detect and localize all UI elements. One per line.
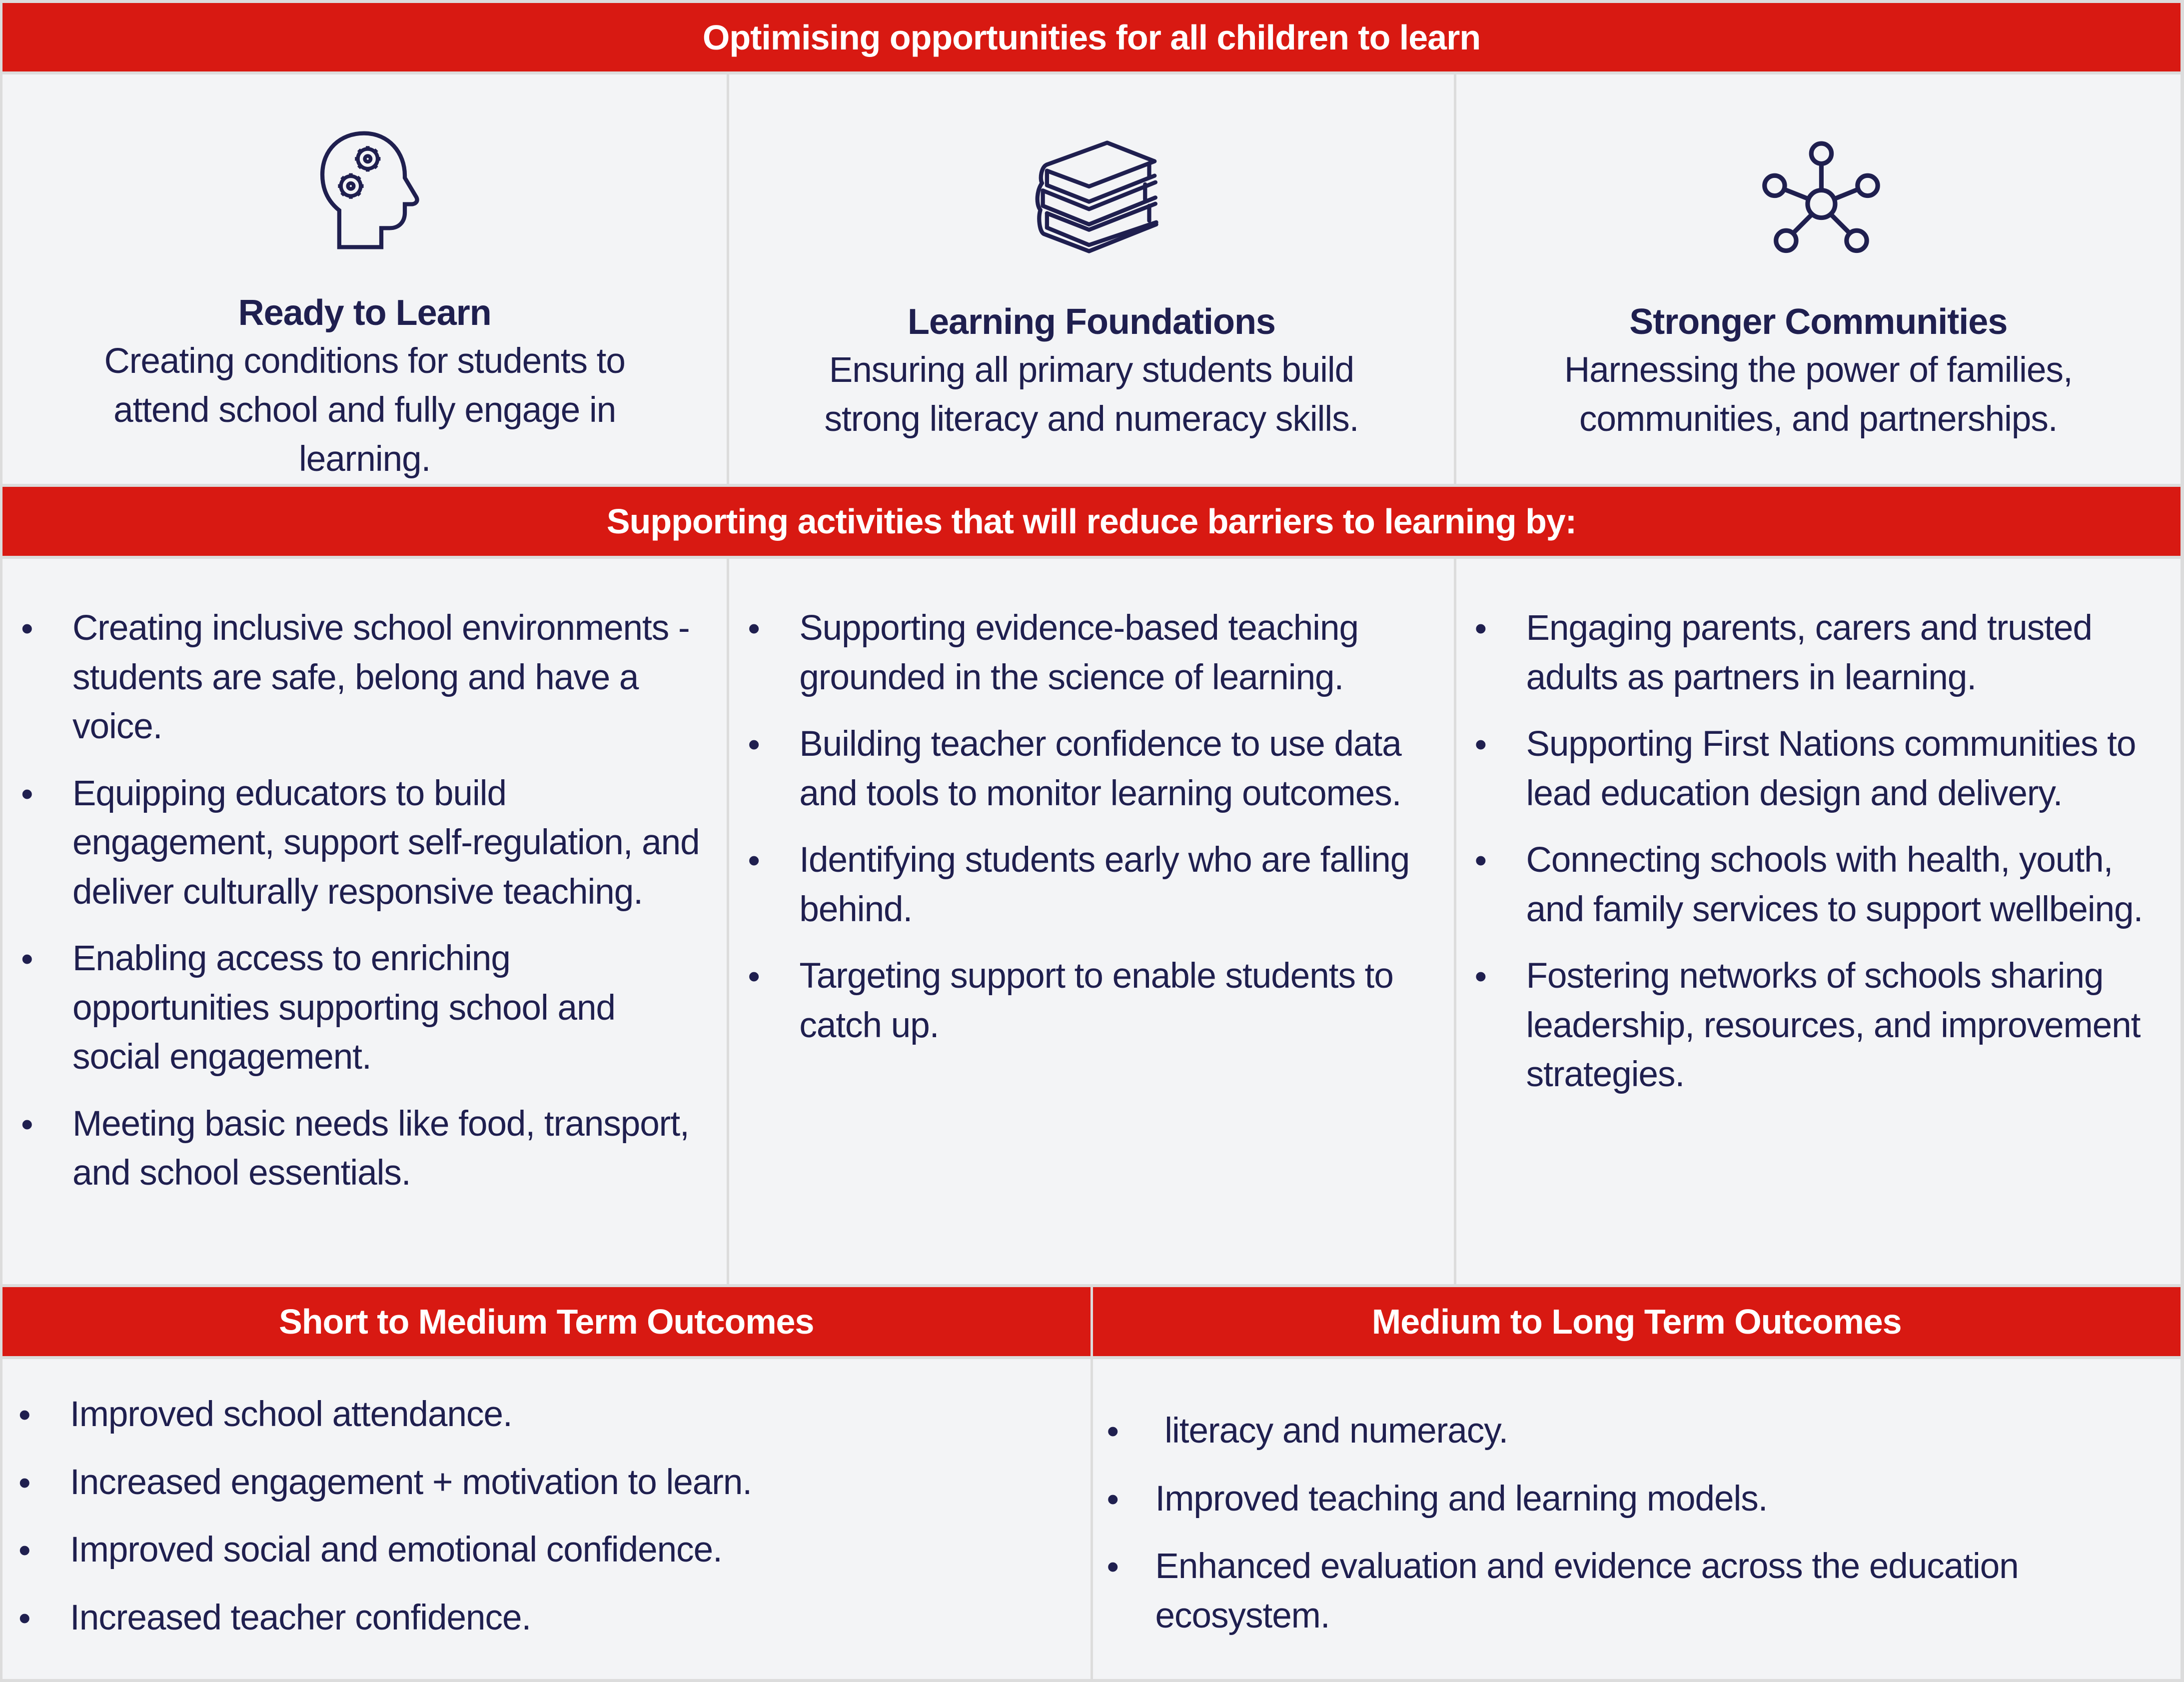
activities-banner	[2, 487, 2181, 556]
bullet-icon: •	[748, 609, 760, 648]
medium-long-outcomes-banner	[1093, 1287, 2181, 1356]
bullet-icon: •	[1474, 725, 1487, 764]
list-item: • Targeting support to enable students to catch up.	[732, 952, 1438, 1050]
pillar-title: Ready to Learn	[238, 293, 491, 333]
top-banner	[2, 3, 2181, 71]
list-item: • Fostering networks of schools sharing leadership, resources, and improvement strategies.	[1459, 952, 2166, 1100]
pillar-description: Creating conditions for students to attend school and fully engage in learning.	[104, 341, 625, 479]
bullet-icon: •	[1474, 609, 1487, 648]
list-item: • Building teacher confidence to use data and tools to monitor learning outcomes.	[732, 720, 1438, 818]
list-item: • Improved school attendance.	[2, 1390, 1091, 1440]
medium-long-outcomes-title: Medium to Long Term Outcomes	[1371, 1302, 1902, 1341]
list-item: • Increased engagement + motivation to learn.	[2, 1458, 1091, 1508]
list-item: • Identifying students early who are falling behind.	[732, 836, 1438, 934]
pillar-title: Learning Foundations	[908, 302, 1275, 342]
outcomes-framework	[2, 3, 2181, 1679]
short-medium-outcomes-banner	[2, 1287, 1091, 1356]
bullet-icon: •	[18, 1463, 30, 1502]
list-item: • Enabling access to enriching opportunities supporting school and social engagement.	[5, 934, 712, 1082]
pillar-title: Stronger Communities	[1629, 302, 2008, 342]
list-item: • Increased teacher confidence.	[2, 1594, 1091, 1643]
bullet-icon: •	[21, 774, 33, 813]
top-banner-title: Optimising opportunities for all children to learn	[702, 17, 1481, 57]
bullet-icon: •	[18, 1531, 30, 1570]
bullet-icon: •	[748, 841, 760, 880]
list-item: • Improved social and emotional confidence.	[2, 1526, 1091, 1575]
list-item: • Supporting evidence-based teaching grounded in the science of learning.	[732, 604, 1438, 702]
bullet-icon: •	[748, 957, 760, 996]
pillar-description: Ensuring all primary students build strong literacy and numeracy skills.	[824, 350, 1359, 439]
list-item: • Supporting First Nations communities to lead education design and delivery.	[1459, 720, 2166, 818]
network-hub-icon	[1736, 118, 1901, 268]
medium-long-outcomes	[1091, 1287, 2181, 1679]
bullet-icon: •	[1474, 957, 1487, 996]
bullet-icon: •	[1106, 1479, 1119, 1519]
pillar-description: Harnessing the power of families, communities, and partnerships.	[1564, 350, 2073, 439]
bullet-icon: •	[1106, 1547, 1119, 1586]
list-item: • Equipping educators to build engagement, support self-regulation, and deliver culturally responsive teaching.	[5, 769, 712, 917]
bullet-icon: •	[21, 1104, 33, 1144]
activities-column-learning-foundations	[727, 559, 1453, 1284]
activities-column-ready-to-learn	[2, 559, 727, 1284]
list-item: • Improved teaching and learning models.	[1093, 1475, 2181, 1524]
pillars-row	[2, 74, 2181, 484]
bullet-icon: •	[748, 725, 760, 764]
activities-banner-title: Supporting activities that will reduce barriers to learning by:	[606, 502, 1577, 541]
list-item: • Creating inclusive school environments - students are safe, belong and have a voice.	[5, 604, 712, 752]
bullet-icon: •	[1474, 841, 1487, 880]
activities-column-stronger-communities	[1454, 559, 2181, 1284]
pillar-ready-to-learn	[2, 74, 727, 484]
activities-row	[2, 559, 2181, 1284]
outcomes-row	[2, 1287, 2181, 1679]
list-item: • literacy and numeracy.	[1093, 1407, 2181, 1456]
bullet-icon: •	[21, 939, 33, 978]
short-medium-outcomes	[2, 1287, 1091, 1679]
short-medium-outcomes-title: Short to Medium Term Outcomes	[279, 1302, 814, 1341]
bullet-icon: •	[21, 609, 33, 648]
books-stack-icon	[1009, 118, 1174, 268]
list-item: • Engaging parents, carers and trusted adults as partners in learning.	[1459, 604, 2166, 702]
bullet-icon: •	[18, 1598, 30, 1638]
pillar-stronger-communities	[1454, 74, 2181, 484]
list-item: • Meeting basic needs like food, transport, and school essentials.	[5, 1100, 712, 1198]
head-gears-icon	[282, 118, 447, 259]
list-item: • Connecting schools with health, youth, and family services to support wellbeing.	[1459, 836, 2166, 934]
list-item: • Enhanced evaluation and evidence across the education ecosystem.	[1093, 1542, 2181, 1641]
bullet-icon: •	[1106, 1412, 1119, 1451]
pillar-learning-foundations	[727, 74, 1453, 484]
bullet-icon: •	[18, 1395, 30, 1434]
